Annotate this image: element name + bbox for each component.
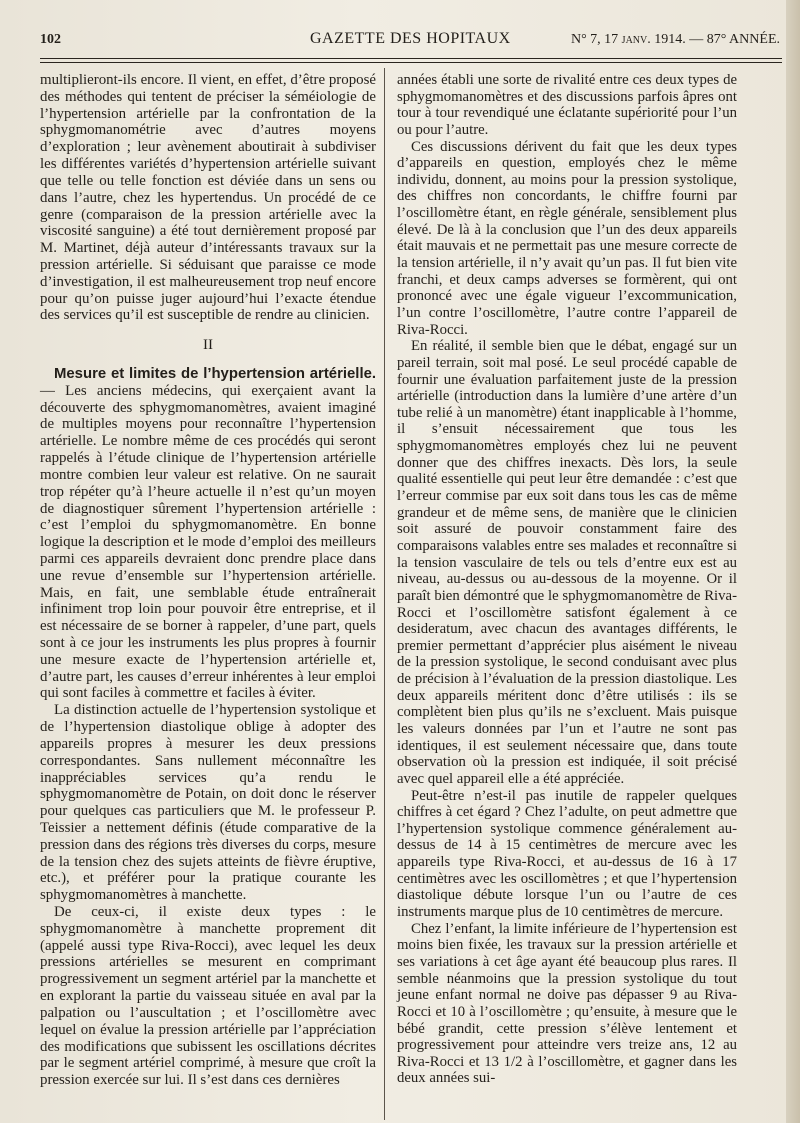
left-column (40, 72, 376, 1089)
paragraph: Chez l’enfant, la limite inférieure de l’hypertension est moins bien fixée, les travaux sur la pression artérielle et ses variations à cet âge ayant été beaucoup plus rares. Il semble néanmoins que la pression systolique du tout jeune enfant normal ne doive pas dépasser 9 au Riva-Rocci et 10 à l’oscillomètre ; qu’ensuite, à mesure que le bébé grandit, cette pression s’élève lentement et progressivement pour atteindre vers treize ans, 12 au Riva-Rocci et 13 1/2 à l’oscillomètre, et gagner dans les deux années sui- (397, 920, 737, 1087)
paragraph: multiplieront-ils encore. Il vient, en effet, d’être proposé des méthodes qui tentent de préciser la séméiologie de l’hypertension artérielle par la confrontation de la sphygmomanométrie avec d’autres moyens d’exploration ; leur avènement aboutirait à subdiviser les différentes variétés d’hypertension artérielle suivant que telle ou telle fonction est déviée dans un sens ou dans l’autre, chez les hypertendus. Un procédé de ce genre (comparaison de la pression artérielle avec la viscosité sanguine) a été tout dernièrement proposé par M. Martinet, déjà auteur d’intéressants travaux sur la pression artérielle. Si séduisant que paraisse ce mode d’investigation, il est malheureusement trop neuf encore pour qu’on puisse juger aujourd’hui l’exacte étendue des services qu’il est susceptible de rendre au clinicien. (40, 72, 376, 324)
issue-info: N° 7, 17 janv. 1914. — 87° ANNÉE. (570, 32, 780, 47)
right-column (397, 72, 737, 1087)
paragraph: Peut-être n’est-il pas inutile de rappeler quelques chiffres à cet égard ? Chez l’adulte, on peut admettre que l’hypertension systolique commence généralement au-dessus de 14 à 15 centimètres de mercure avec les appareils type Riva-Rocci, et au-dessus de 16 à 17 centimètres avec les oscillomètres ; et que l’hypertension diastolique débute lorsque l’un ou l’autre de ces instruments marque plus de 10 centimètres de mercure. (397, 787, 737, 921)
page-number: 102 (40, 32, 61, 47)
journal-title: GAZETTE DES HOPITAUX (310, 30, 511, 47)
column-divider (384, 68, 385, 1120)
section-number: II (203, 337, 213, 354)
paragraph-text: — Les anciens médecins, qui exerçaient avant la découverte des sphygmomanomètres, avaient imaginé de multiples moyens pour reconnaître l’hypertension artérielle. Le nombre même de ces procédés qui seront rappelés à l’étude clinique de l’hypertension artérielle montre combien leur valeur est relative. On ne saurait trop répéter qu’à l’heure actuelle il n’est qu’un moyen de diagnostiquer sûrement l’hypertension artérielle : c’est l’emploi du sphygmomanomètre. En bonne logique la description et le mode d’emploi des meilleurs parmi ces appareils devraient donc prendre place dans une revue d’ensemble sur l’hypertension artérielle. Mais, en fait, une semblable étude entraînerait infiniment trop loin pour pouvoir être entreprise, et il est nécessaire de se borner à rappeler, d’une part, quels sont à ce jour les instruments les plus propres à fournir une mesure exacte de l’hypertension artérielle et, d’autre part, les causes d’erreur inhérentes à leur emploi qui sont faciles à commettre et faciles à éviter. (40, 382, 376, 702)
paragraph: En réalité, il semble bien que le débat, engagé sur un pareil terrain, soit mal posé. Le seul procédé capable de fournir une évaluation parfaitement juste de la pression artérielle (introduction dans la lumière d’une artère d’un tube relié à un manomètre) étant inapplicable à l’homme, il s’ensuit nécessairement que tous les sphygmomanomètres employés chez lui ne peuvent donner que des chiffres inexacts. Dès lors, la seule qualité essentielle qui peut leur être demandée : c’est que l’erreur commise par eux soit dans tous les cas de même grandeur et de même sens, de manière que le clinicien soit assuré de pouvoir constamment faire des comparaisons valables entre ses malades et reconnaître si la tension vasculaire de tels ou tels d’entre eux est au niveau, au-dessus ou au-dessous de la moyenne. Or il paraît bien démontré que le sphygmomanomètre de Riva-Rocci et l’oscillomètre satisfont également à ce desideratum, avec chacun des avantages différents, le premier permettant d’apprécier plus aisément le niveau de la pression systolique, le second conduisant avec plus de précision à l’évaluation de la pression diastolique. Les deux appareils méritent donc d’être utilisés : ils se complètent bien plus qu’ils ne s’excluent. Mais puisque les valeurs données par l’un et l’autre ne sont pas identiques, il est seulement nécessaire que, dans toute observation où la pression est indiquée, il soit précisé avec quel appareil elle a été appréciée. (397, 338, 737, 787)
header-rule-thin (40, 62, 782, 63)
page-edge (786, 0, 800, 1123)
section-heading: Mesure et limites de l’hypertension artérielle. (54, 366, 376, 382)
paragraph-with-heading (40, 366, 376, 702)
header-rule (40, 58, 782, 59)
page-header (40, 30, 780, 58)
paragraph: années établi une sorte de rivalité entre ces deux types de sphygmomanomètres et des discussions parfois âpres ont tour à tour revendiqué une éclatante supériorité pour l’un ou pour l’autre. (397, 72, 737, 138)
paragraph: Ces discussions dérivent du fait que les deux types d’appareils en question, employés chez le même individu, donnent, au moins pour la pression systolique, des chiffres non concordants, le chiffre fourni par l’oscillomètre étant, en règle générale, sensiblement plus élevé. De là à la conclusion que l’un des deux appareils était mauvais et ne permettait pas une mesure correcte de la tension artérielle, il n’y avait qu’un pas. Il fut bien vite franchi, et deux camps adverses se formèrent, qui ont prononcé avec une égale vigueur l’excommunication, l’un contre l’oscillomètre, l’autre contre l’appareil de Riva-Rocci. (397, 138, 737, 338)
paragraph: De ceux-ci, il existe deux types : le sphygmomanomètre à manchette proprement dit (appelé aussi type Riva-Rocci), avec lequel les deux pressions artérielles se mesurent en comprimant progressivement un segment artériel par la manchette et en explorant la partie du vaisseau située en aval par la palpation ou l’auscultation ; et l’oscillomètre avec lequel on évalue la pression artérielle par l’appréciation des modifications que subissent les oscillations décrites par le segment artériel comprimé, à mesure que croît la pression exercée sur lui. Il s’est dans ces dernières (40, 904, 376, 1089)
paragraph: La distinction actuelle de l’hypertension systolique et de l’hypertension diastolique oblige à adopter des appareils propres à mesurer les deux pressions correspondantes. Sans nullement méconnaître les inappréciables services qu’a rendu le sphygmomanomètre de Potain, on doit donc le réserver pour quelques cas particuliers que M. le professeur P. Teissier a nettement définis (étude comparative de la pression dans des régions très diverses du corps, mesure de la tension chez des sujets atteints de fièvre éruptive, etc.), et préférer pour la pratique courante les sphygmomanomètres à manchette. (40, 702, 376, 904)
